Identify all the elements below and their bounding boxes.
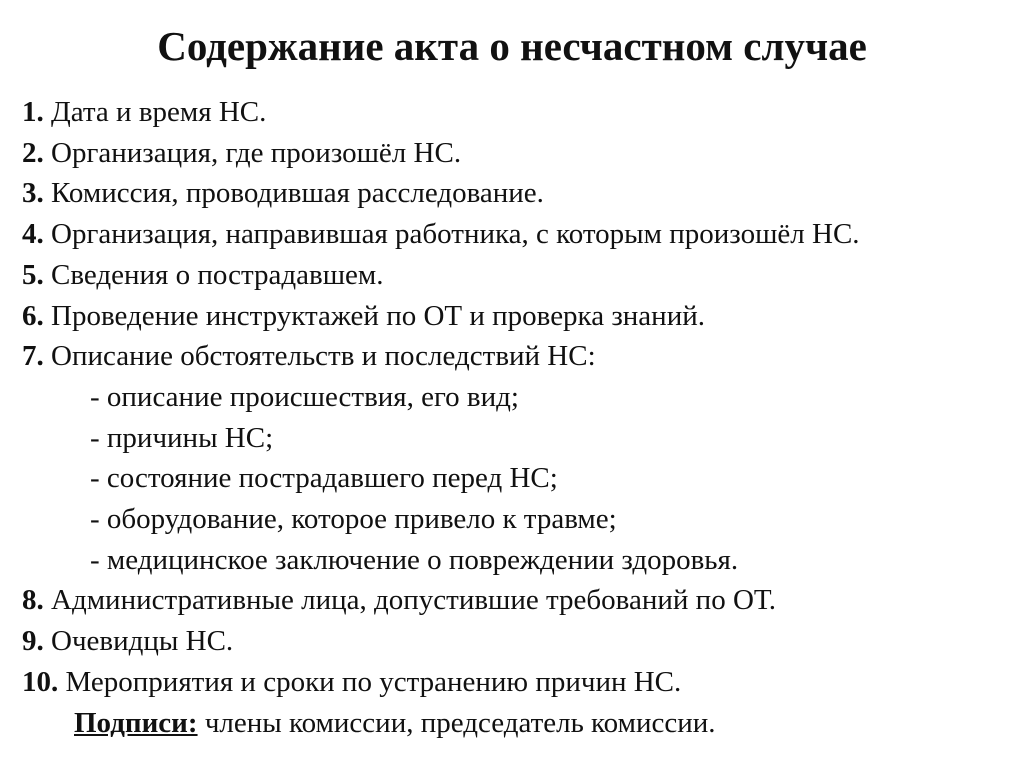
item-text: Административные лица, допустившие требований по ОТ. (43, 584, 776, 617)
item-number: 6. (22, 299, 44, 332)
list-item-2 (22, 133, 1012, 174)
act-contents-list (22, 92, 1012, 743)
sub-item-4 (22, 499, 1012, 540)
page-title: Содержание акта о несчастном случае (157, 23, 867, 69)
list-item-5 (22, 255, 1012, 296)
item-number: 5. (22, 258, 44, 291)
signatures-label: Подписи: (74, 706, 198, 739)
item-text: Сведения о пострадавшем. (43, 258, 384, 291)
sub-item-3 (22, 458, 1012, 499)
item-number: 4. (22, 218, 44, 251)
item-number: 3. (22, 177, 44, 210)
sub-item-1 (22, 377, 1012, 418)
item-number: 9. (22, 625, 44, 658)
sub-item-5 (22, 540, 1012, 581)
item-text: Комиссия, проводившая расследование. (43, 177, 544, 210)
item-text: Описание обстоятельств и последствий НС: (43, 340, 596, 373)
signatures-line (22, 703, 1012, 744)
sub-item-text: - медицинское заключение о повреждении здоровья. (90, 543, 739, 576)
list-item-10 (22, 662, 1012, 703)
item-text: Очевидцы НС. (43, 625, 234, 658)
sub-item-text: - состояние пострадавшего перед НС; (90, 462, 558, 495)
item-number: 1. (22, 96, 44, 128)
list-item-9 (22, 621, 1012, 662)
item-text: Дата и время НС. (43, 96, 267, 128)
item-text: Организация, где произошёл НС. (43, 136, 462, 169)
sub-item-2 (22, 418, 1012, 459)
item-text: Проведение инструктажей по ОТ и проверка знаний. (43, 299, 705, 332)
sub-item-text: - описание происшествия, его вид; (90, 380, 519, 413)
item-number: 10. (22, 665, 59, 698)
list-item-1 (22, 92, 1012, 133)
signatures-text: члены комиссии, председатель комиссии. (197, 706, 716, 739)
list-item-7 (22, 336, 1012, 377)
list-item-6 (22, 296, 1012, 337)
list-item-3 (22, 173, 1012, 214)
sub-item-text: - оборудование, которое привело к травме; (90, 503, 617, 536)
item-number: 2. (22, 136, 44, 169)
item-text: Организация, направившая работника, с которым произошёл НС. (43, 218, 860, 251)
list-item-8 (22, 580, 1012, 621)
item-number: 8. (22, 584, 44, 617)
list-item-4 (22, 214, 1012, 255)
item-text: Мероприятия и сроки по устранению причин НС. (58, 665, 682, 698)
item-number: 7. (22, 340, 44, 373)
sub-item-text: - причины НС; (90, 421, 274, 454)
